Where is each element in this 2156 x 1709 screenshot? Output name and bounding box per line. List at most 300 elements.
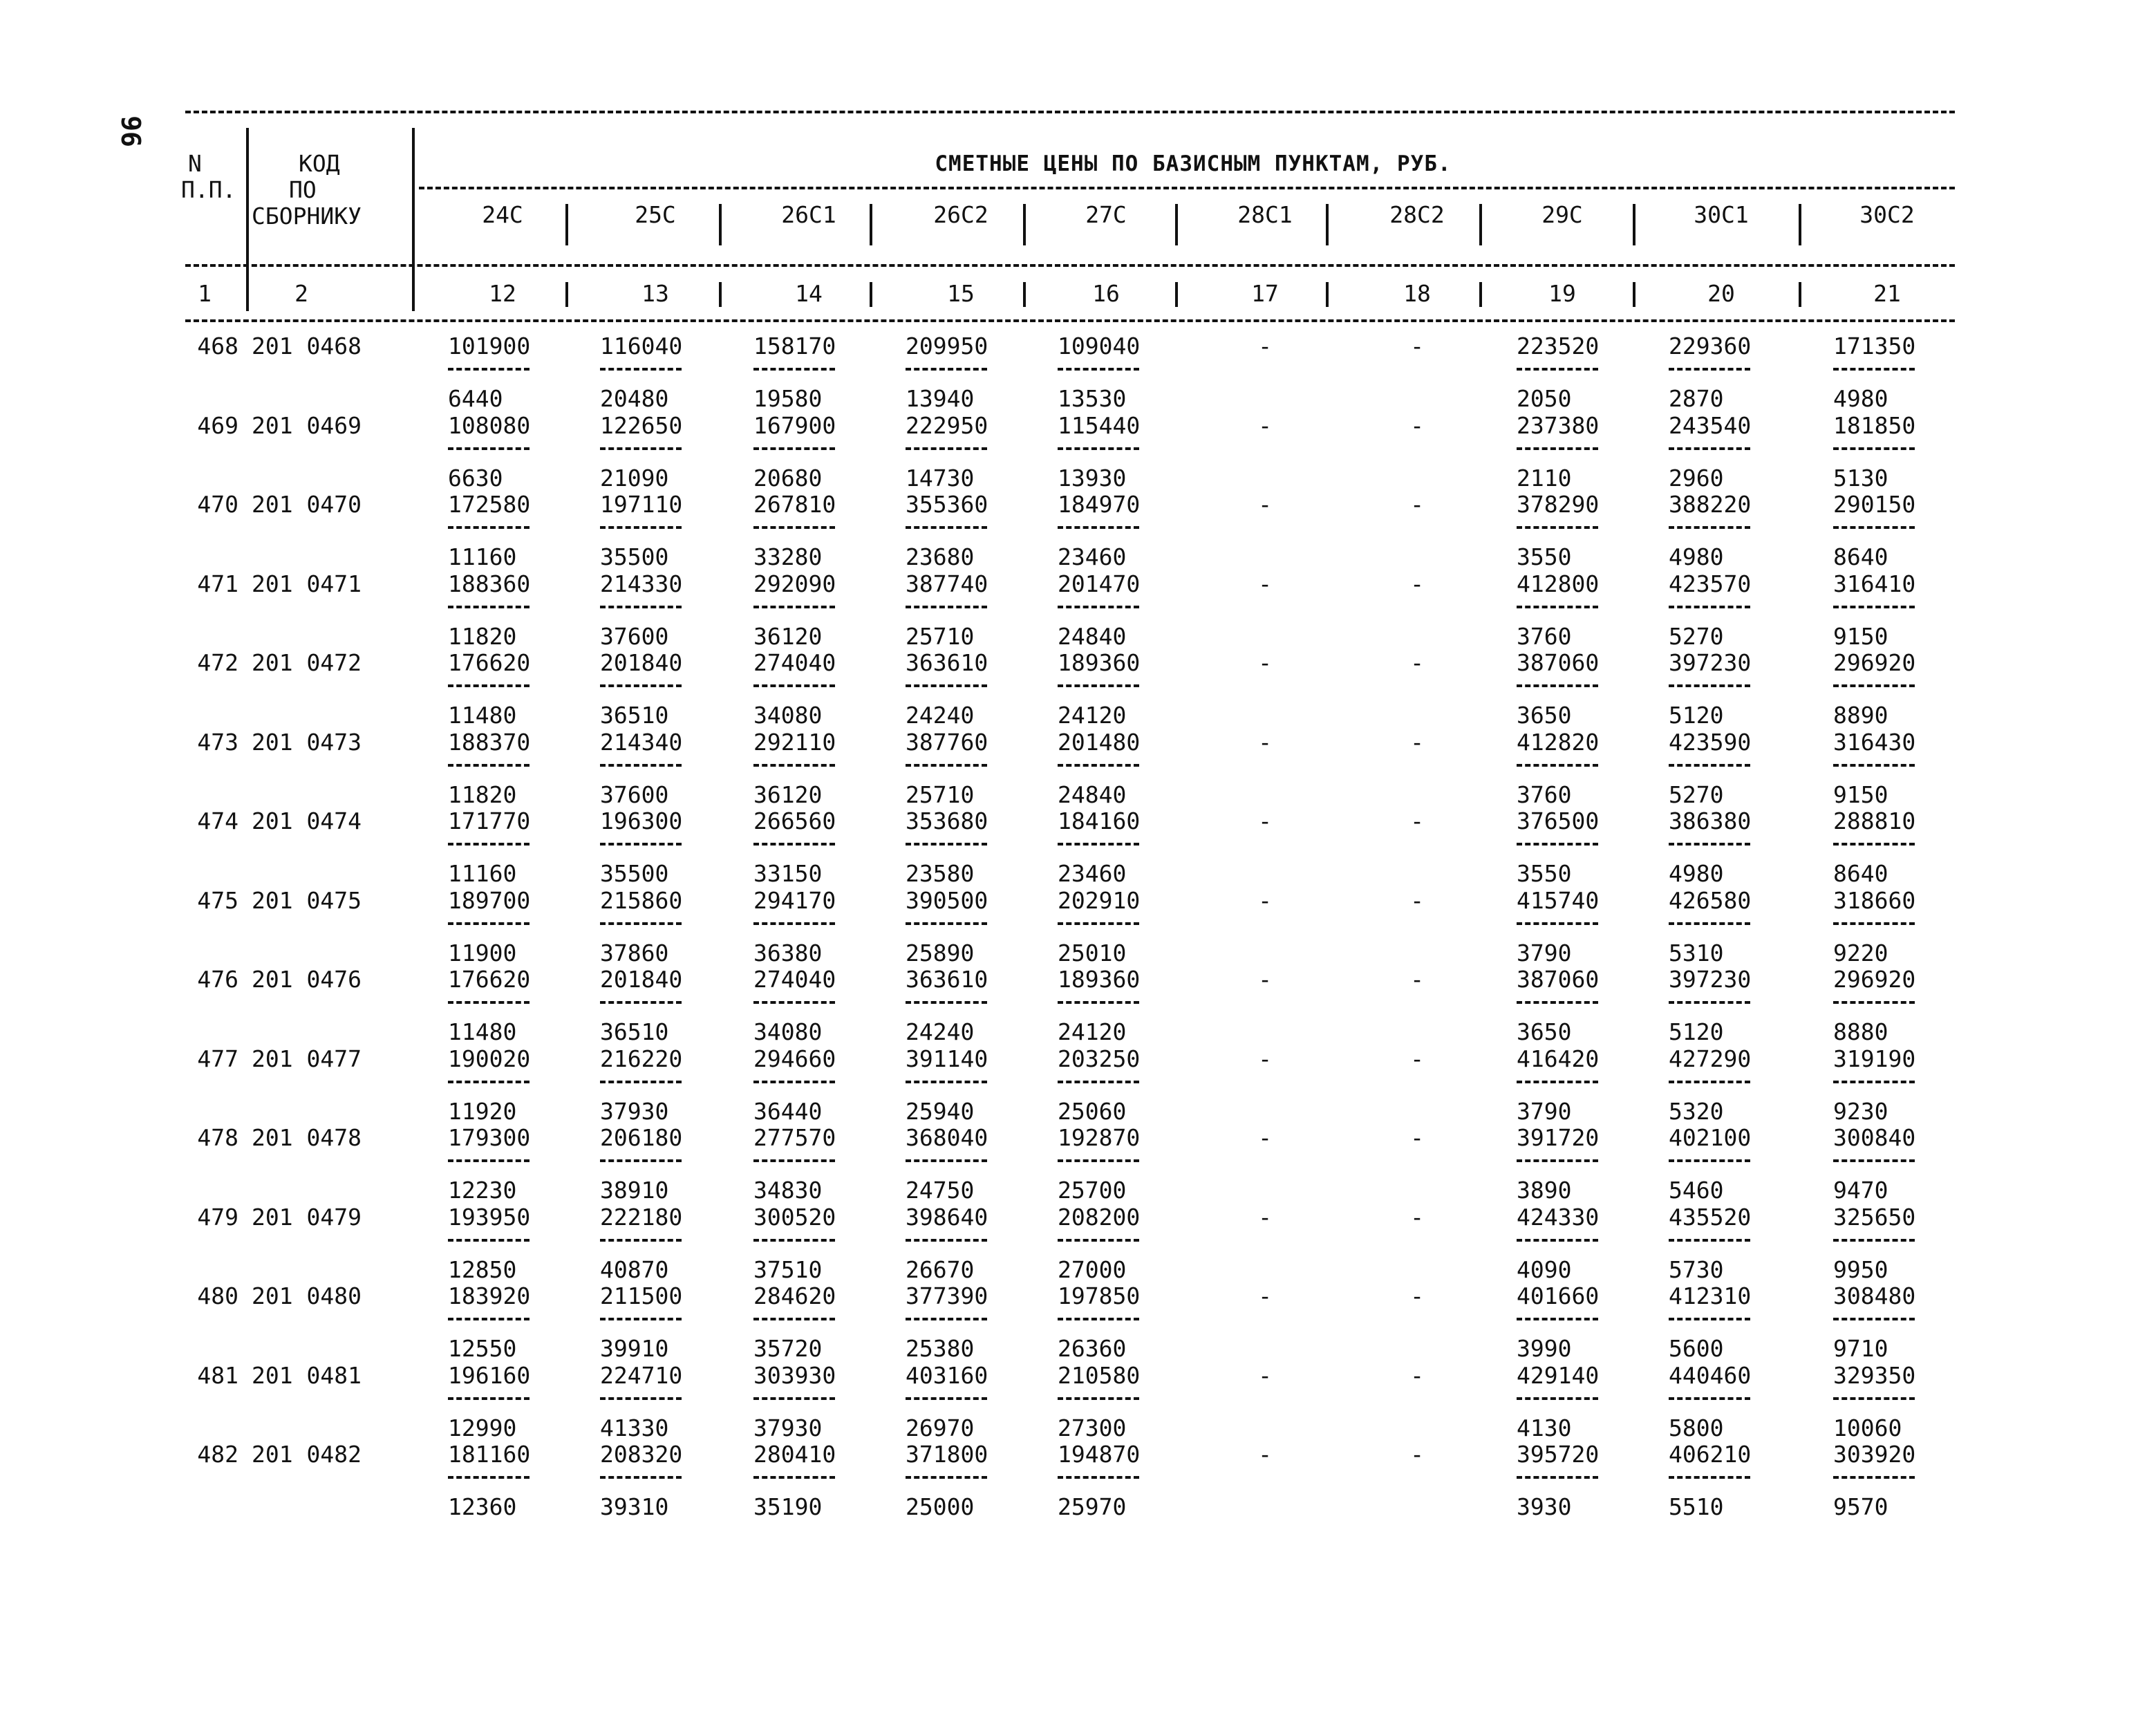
- fraction-rule: [753, 1397, 835, 1400]
- price-total: 223520: [1517, 333, 1600, 359]
- colnum-sep: [1175, 282, 1178, 307]
- fraction-rule: [448, 684, 529, 687]
- price-part: 5270: [1669, 781, 1724, 808]
- price-total: 386380: [1669, 807, 1752, 834]
- row-code: 201 0468: [252, 333, 362, 359]
- price-total: 391720: [1517, 1124, 1600, 1151]
- fraction-rule: [1517, 1159, 1598, 1162]
- fraction-rule: [1517, 1397, 1598, 1400]
- price-total: 325650: [1833, 1204, 1916, 1231]
- no-price-dash: -: [1258, 649, 1272, 676]
- price-part: 12990: [448, 1414, 517, 1441]
- column-number: 21: [1873, 280, 1901, 307]
- price-total: 196300: [600, 807, 683, 834]
- price-total: 209950: [906, 333, 988, 359]
- no-price-dash: -: [1410, 1441, 1424, 1468]
- price-total: 318660: [1833, 887, 1916, 914]
- row-code: 201 0479: [252, 1204, 362, 1231]
- price-part: 3930: [1517, 1493, 1572, 1520]
- row-number: 468: [197, 333, 238, 359]
- row-code: 201 0471: [252, 570, 362, 597]
- price-part: 11900: [448, 940, 517, 966]
- price-part: 35500: [600, 543, 669, 570]
- price-total: 390500: [906, 887, 988, 914]
- price-part: 20680: [753, 465, 823, 492]
- fraction-rule: [1517, 764, 1598, 767]
- price-part: 5600: [1669, 1335, 1724, 1362]
- price-total: 355360: [906, 491, 988, 518]
- price-part: 25010: [1058, 940, 1127, 966]
- row-number: 471: [197, 570, 238, 597]
- header-col-sep: [1175, 204, 1178, 245]
- price-part: 4980: [1833, 385, 1888, 412]
- price-part: 40870: [600, 1256, 669, 1283]
- fraction-rule: [448, 368, 529, 371]
- fraction-rule: [753, 606, 835, 608]
- fraction-rule: [1517, 606, 1598, 608]
- price-total: 391140: [906, 1045, 988, 1072]
- fraction-rule: [1517, 1001, 1598, 1004]
- fraction-rule: [906, 843, 987, 846]
- price-total: 172580: [448, 491, 531, 518]
- fraction-rule: [1833, 1159, 1915, 1162]
- fraction-rule: [1517, 1239, 1598, 1242]
- price-total: 424330: [1517, 1204, 1600, 1231]
- price-total: 222950: [906, 412, 988, 439]
- price-total: 416420: [1517, 1045, 1600, 1072]
- price-total: 402100: [1669, 1124, 1752, 1151]
- price-part: 5120: [1669, 1018, 1724, 1045]
- price-total: 308480: [1833, 1282, 1916, 1309]
- price-part: 5460: [1669, 1177, 1724, 1204]
- price-total: 388220: [1669, 491, 1752, 518]
- price-part: 3650: [1517, 1018, 1572, 1045]
- fraction-rule: [753, 684, 835, 687]
- price-part: 12850: [448, 1256, 517, 1283]
- fraction-rule: [1058, 606, 1139, 608]
- price-part: 9710: [1833, 1335, 1888, 1362]
- row-code: 201 0481: [252, 1362, 362, 1389]
- fraction-rule: [1669, 526, 1750, 529]
- row-code: 201 0473: [252, 729, 362, 756]
- price-part: 25940: [906, 1098, 975, 1125]
- header-col-sep: [1479, 204, 1482, 245]
- fraction-rule: [448, 1397, 529, 1400]
- code-header-line2: ПО: [289, 176, 317, 203]
- price-total: 214330: [600, 570, 683, 597]
- fraction-rule: [448, 447, 529, 450]
- row-code: 201 0475: [252, 887, 362, 914]
- colnum-sep: [565, 282, 568, 307]
- price-part: 24840: [1058, 781, 1127, 808]
- price-part: 19580: [753, 385, 823, 412]
- point-header: 24С: [482, 201, 523, 228]
- fraction-rule: [600, 684, 682, 687]
- price-total: 376500: [1517, 807, 1600, 834]
- price-total: 423590: [1669, 729, 1752, 756]
- fraction-rule: [753, 1318, 835, 1320]
- price-part: 4980: [1669, 860, 1724, 887]
- price-total: 189360: [1058, 649, 1141, 676]
- price-part: 5270: [1669, 623, 1724, 650]
- price-part: 10060: [1833, 1414, 1902, 1441]
- price-part: 11820: [448, 781, 517, 808]
- fraction-rule: [1058, 1318, 1139, 1320]
- price-part: 34080: [753, 702, 823, 729]
- price-part: 3550: [1517, 543, 1572, 570]
- fraction-rule: [600, 922, 682, 925]
- fraction-rule: [1833, 368, 1915, 371]
- header-col-sep: [1023, 204, 1026, 245]
- fraction-rule: [906, 1476, 987, 1479]
- price-part: 25000: [906, 1493, 975, 1520]
- colnum-sep: [1326, 282, 1329, 307]
- no-price-dash: -: [1410, 1204, 1424, 1231]
- fraction-rule: [1833, 1001, 1915, 1004]
- fraction-rule: [1517, 1081, 1598, 1083]
- price-total: 188360: [448, 570, 531, 597]
- price-part: 35500: [600, 860, 669, 887]
- fraction-rule: [1833, 764, 1915, 767]
- price-part: 3650: [1517, 702, 1572, 729]
- price-total: 397230: [1669, 966, 1752, 993]
- fraction-rule: [1833, 447, 1915, 450]
- price-total: 412310: [1669, 1282, 1752, 1309]
- price-total: 116040: [600, 333, 683, 359]
- header-col-sep: [1633, 204, 1635, 245]
- price-total: 201840: [600, 966, 683, 993]
- price-total: 303920: [1833, 1441, 1916, 1468]
- price-part: 25890: [906, 940, 975, 966]
- price-part: 14730: [906, 465, 975, 492]
- row-number: 469: [197, 412, 238, 439]
- price-part: 3990: [1517, 1335, 1572, 1362]
- price-total: 387060: [1517, 649, 1600, 676]
- row-code: 201 0482: [252, 1441, 362, 1468]
- row-code: 201 0477: [252, 1045, 362, 1072]
- price-total: 224710: [600, 1362, 683, 1389]
- price-total: 316430: [1833, 729, 1916, 756]
- price-total: 188370: [448, 729, 531, 756]
- price-total: 284620: [753, 1282, 836, 1309]
- price-total: 267810: [753, 491, 836, 518]
- colnum-sep: [870, 282, 872, 307]
- price-total: 288810: [1833, 807, 1916, 834]
- fraction-rule: [1669, 1239, 1750, 1242]
- price-total: 329350: [1833, 1362, 1916, 1389]
- row-code: 201 0480: [252, 1282, 362, 1309]
- price-part: 9150: [1833, 623, 1888, 650]
- no-price-dash: -: [1258, 966, 1272, 993]
- no-price-dash: -: [1258, 729, 1272, 756]
- price-total: 193950: [448, 1204, 531, 1231]
- price-part: 5120: [1669, 702, 1724, 729]
- price-total: 201470: [1058, 570, 1141, 597]
- price-total: 208200: [1058, 1204, 1141, 1231]
- col-n-header: N: [188, 150, 202, 177]
- fraction-rule: [753, 368, 835, 371]
- header-col-sep: [1326, 204, 1329, 245]
- price-total: 237380: [1517, 412, 1600, 439]
- fraction-rule: [1833, 843, 1915, 846]
- row-number: 479: [197, 1204, 238, 1231]
- price-total: 292090: [753, 570, 836, 597]
- col-pp-header: П.П.: [181, 176, 236, 203]
- price-total: 158170: [753, 333, 836, 359]
- fraction-rule: [1058, 1397, 1139, 1400]
- price-part: 36120: [753, 623, 823, 650]
- fraction-rule: [1669, 1476, 1750, 1479]
- column-number: 12: [489, 280, 516, 307]
- no-price-dash: -: [1410, 570, 1424, 597]
- fraction-rule: [906, 1239, 987, 1242]
- price-part: 26360: [1058, 1335, 1127, 1362]
- fraction-rule: [1058, 843, 1139, 846]
- price-part: 39310: [600, 1493, 669, 1520]
- price-part: 24240: [906, 1018, 975, 1045]
- fraction-rule: [600, 368, 682, 371]
- price-total: 368040: [906, 1124, 988, 1151]
- fraction-rule: [1517, 526, 1598, 529]
- price-part: 20480: [600, 385, 669, 412]
- price-part: 8640: [1833, 860, 1888, 887]
- fraction-rule: [1833, 1397, 1915, 1400]
- price-part: 4980: [1669, 543, 1724, 570]
- price-part: 24240: [906, 702, 975, 729]
- price-part: 33280: [753, 543, 823, 570]
- fraction-rule: [1058, 1001, 1139, 1004]
- price-total: 363610: [906, 966, 988, 993]
- price-part: 3790: [1517, 1098, 1572, 1125]
- fraction-rule: [448, 606, 529, 608]
- price-part: 23460: [1058, 543, 1127, 570]
- fraction-rule: [753, 843, 835, 846]
- price-part: 23580: [906, 860, 975, 887]
- fraction-rule: [1669, 922, 1750, 925]
- price-part: 11820: [448, 623, 517, 650]
- price-part: 24840: [1058, 623, 1127, 650]
- fraction-rule: [600, 1159, 682, 1162]
- no-price-dash: -: [1410, 491, 1424, 518]
- code-header-line3: СБОРНИКУ: [252, 203, 362, 230]
- fraction-rule: [448, 922, 529, 925]
- price-total: 109040: [1058, 333, 1141, 359]
- price-part: 36510: [600, 702, 669, 729]
- no-price-dash: -: [1258, 1441, 1272, 1468]
- no-price-dash: -: [1258, 1282, 1272, 1309]
- row-number: 475: [197, 887, 238, 914]
- fraction-rule: [448, 1476, 529, 1479]
- fraction-rule: [753, 1476, 835, 1479]
- page-number: 96: [115, 115, 146, 147]
- fraction-rule: [753, 1159, 835, 1162]
- fraction-rule: [600, 447, 682, 450]
- price-part: 33150: [753, 860, 823, 887]
- fraction-rule: [448, 1239, 529, 1242]
- price-part: 9220: [1833, 940, 1888, 966]
- fraction-rule: [448, 764, 529, 767]
- fraction-rule: [753, 1081, 835, 1083]
- price-total: 189700: [448, 887, 531, 914]
- column-number: 15: [947, 280, 975, 307]
- price-part: 37600: [600, 623, 669, 650]
- price-total: 403160: [906, 1362, 988, 1389]
- fraction-rule: [1833, 1081, 1915, 1083]
- point-header: 27С: [1085, 201, 1127, 228]
- price-total: 202910: [1058, 887, 1141, 914]
- price-part: 41330: [600, 1414, 669, 1441]
- price-total: 184970: [1058, 491, 1141, 518]
- fraction-rule: [906, 606, 987, 608]
- fraction-rule: [600, 1239, 682, 1242]
- fraction-rule: [906, 447, 987, 450]
- price-total: 377390: [906, 1282, 988, 1309]
- fraction-rule: [1058, 1239, 1139, 1242]
- price-total: 201840: [600, 649, 683, 676]
- price-part: 8890: [1833, 702, 1888, 729]
- top-rule: [185, 111, 1955, 113]
- fraction-rule: [1517, 684, 1598, 687]
- no-price-dash: -: [1258, 807, 1272, 834]
- price-total: 179300: [448, 1124, 531, 1151]
- colnum-sep: [719, 282, 722, 307]
- fraction-rule: [906, 1318, 987, 1320]
- price-part: 4130: [1517, 1414, 1572, 1441]
- price-total: 274040: [753, 966, 836, 993]
- price-part: 5800: [1669, 1414, 1724, 1441]
- price-total: 387760: [906, 729, 988, 756]
- fraction-rule: [1517, 447, 1598, 450]
- fraction-rule: [906, 1081, 987, 1083]
- no-price-dash: -: [1410, 729, 1424, 756]
- price-total: 211500: [600, 1282, 683, 1309]
- fraction-rule: [1669, 606, 1750, 608]
- price-part: 12550: [448, 1335, 517, 1362]
- price-total: 222180: [600, 1204, 683, 1231]
- no-price-dash: -: [1258, 887, 1272, 914]
- point-header: 28С2: [1389, 201, 1445, 228]
- no-price-dash: -: [1410, 1124, 1424, 1151]
- price-total: 274040: [753, 649, 836, 676]
- price-part: 25710: [906, 623, 975, 650]
- price-part: 3790: [1517, 940, 1572, 966]
- price-total: 206180: [600, 1124, 683, 1151]
- fraction-rule: [1058, 922, 1139, 925]
- fraction-rule: [1669, 1397, 1750, 1400]
- price-part: 13930: [1058, 465, 1127, 492]
- price-total: 292110: [753, 729, 836, 756]
- price-part: 11920: [448, 1098, 517, 1125]
- row-number: 470: [197, 491, 238, 518]
- price-part: 35190: [753, 1493, 823, 1520]
- price-part: 26970: [906, 1414, 975, 1441]
- fraction-rule: [753, 526, 835, 529]
- fraction-rule: [1517, 843, 1598, 846]
- fraction-rule: [600, 843, 682, 846]
- price-part: 27000: [1058, 1256, 1127, 1283]
- fraction-rule: [1669, 1159, 1750, 1162]
- row-number: 477: [197, 1045, 238, 1072]
- price-part: 38910: [600, 1177, 669, 1204]
- price-part: 11480: [448, 702, 517, 729]
- price-part: 3890: [1517, 1177, 1572, 1204]
- price-total: 316410: [1833, 570, 1916, 597]
- fraction-rule: [1517, 1476, 1598, 1479]
- price-total: 423570: [1669, 570, 1752, 597]
- price-total: 181160: [448, 1441, 531, 1468]
- table-title: СМЕТНЫЕ ЦЕНЫ ПО БАЗИСНЫМ ПУНКТАМ, РУБ.: [935, 151, 1452, 176]
- no-price-dash: -: [1410, 333, 1424, 359]
- fraction-rule: [906, 1397, 987, 1400]
- fraction-rule: [906, 368, 987, 371]
- fraction-rule: [1058, 684, 1139, 687]
- fraction-rule: [1669, 1081, 1750, 1083]
- no-price-dash: -: [1410, 412, 1424, 439]
- price-part: 37930: [753, 1414, 823, 1441]
- fraction-rule: [1058, 526, 1139, 529]
- price-total: 216220: [600, 1045, 683, 1072]
- price-total: 181850: [1833, 412, 1916, 439]
- price-part: 8640: [1833, 543, 1888, 570]
- price-part: 5510: [1669, 1493, 1724, 1520]
- price-part: 37930: [600, 1098, 669, 1125]
- price-part: 11160: [448, 860, 517, 887]
- fraction-rule: [906, 1159, 987, 1162]
- fraction-rule: [1058, 368, 1139, 371]
- price-total: 108080: [448, 412, 531, 439]
- column-number: 13: [641, 280, 669, 307]
- price-part: 12230: [448, 1177, 517, 1204]
- price-total: 300520: [753, 1204, 836, 1231]
- fraction-rule: [1833, 684, 1915, 687]
- price-total: 387060: [1517, 966, 1600, 993]
- fraction-rule: [753, 922, 835, 925]
- column-number: 17: [1251, 280, 1279, 307]
- price-total: 167900: [753, 412, 836, 439]
- price-part: 6630: [448, 465, 503, 492]
- row-code: 201 0472: [252, 649, 362, 676]
- fraction-rule: [1669, 447, 1750, 450]
- price-total: 171350: [1833, 333, 1916, 359]
- no-price-dash: -: [1410, 1045, 1424, 1072]
- price-total: 243540: [1669, 412, 1752, 439]
- price-total: 196160: [448, 1362, 531, 1389]
- fraction-rule: [448, 526, 529, 529]
- fraction-rule: [448, 843, 529, 846]
- price-total: 378290: [1517, 491, 1600, 518]
- no-price-dash: -: [1410, 1362, 1424, 1389]
- price-part: 24750: [906, 1177, 975, 1204]
- price-total: 176620: [448, 649, 531, 676]
- fraction-rule: [600, 1476, 682, 1479]
- no-price-dash: -: [1258, 1124, 1272, 1151]
- price-total: 197850: [1058, 1282, 1141, 1309]
- row-number: 482: [197, 1441, 238, 1468]
- price-part: 6440: [448, 385, 503, 412]
- price-total: 395720: [1517, 1441, 1600, 1468]
- fraction-rule: [753, 764, 835, 767]
- no-price-dash: -: [1410, 1282, 1424, 1309]
- price-part: 5730: [1669, 1256, 1724, 1283]
- price-total: 427290: [1669, 1045, 1752, 1072]
- price-total: 319190: [1833, 1045, 1916, 1072]
- price-part: 35720: [753, 1335, 823, 1362]
- price-total: 401660: [1517, 1282, 1600, 1309]
- fraction-rule: [1833, 1318, 1915, 1320]
- fraction-rule: [600, 1318, 682, 1320]
- colnum-sep: [246, 282, 249, 307]
- price-part: 39910: [600, 1335, 669, 1362]
